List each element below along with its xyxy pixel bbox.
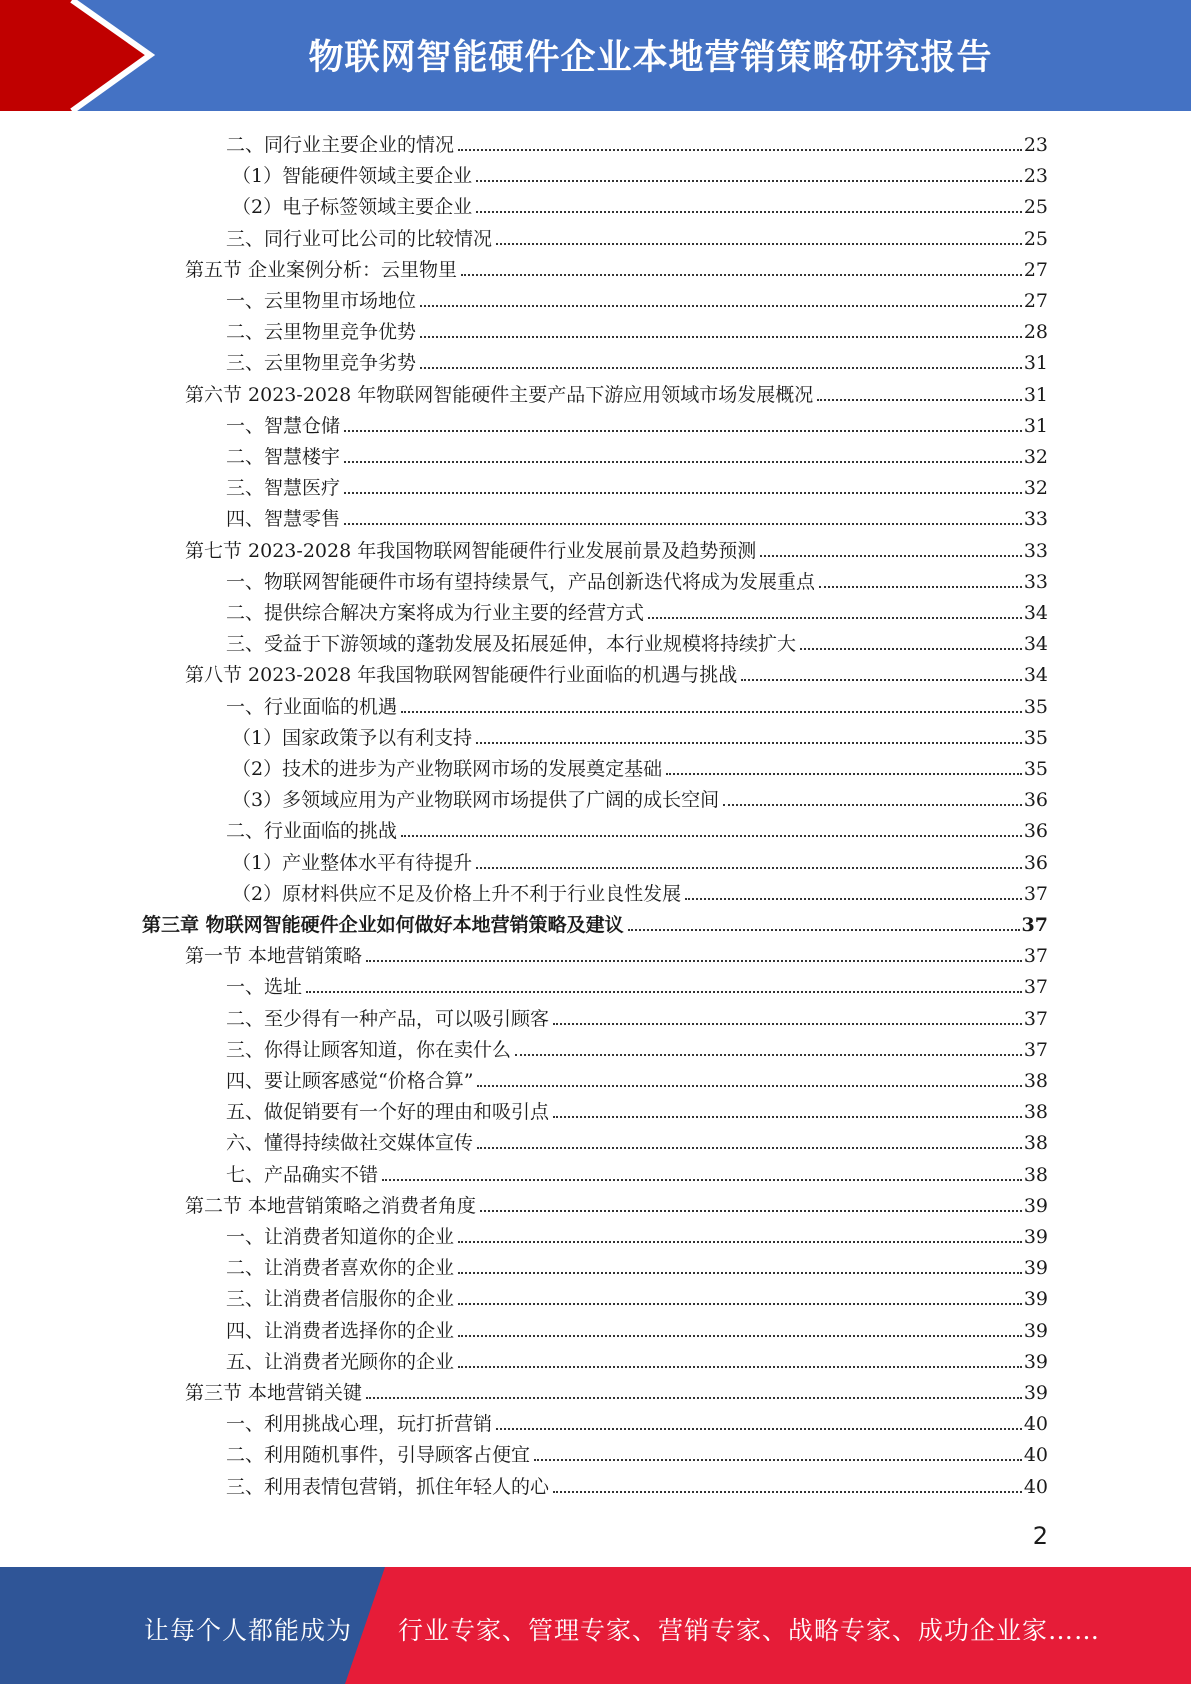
toc-leader-dots <box>366 1397 1022 1399</box>
toc-item-entry[interactable] <box>226 408 1048 439</box>
toc-item-entry[interactable] <box>226 1469 1048 1500</box>
toc-entry-page: 38 <box>1023 1163 1048 1186</box>
toc-entry-page: 39 <box>1023 1226 1048 1248</box>
toc-item-entry[interactable] <box>226 221 1048 252</box>
toc-entry-title: 第三节 本地营销关键 <box>185 1382 363 1404</box>
toc-leader-dots <box>534 1459 1022 1461</box>
toc-entry-page: 25 <box>1023 227 1048 250</box>
toc-item-entry[interactable] <box>232 720 1048 751</box>
toc-item-entry[interactable] <box>226 283 1048 314</box>
toc-leader-dots <box>458 1335 1022 1337</box>
toc-leader-dots <box>553 1491 1022 1493</box>
toc-entry-page: 39 <box>1023 1350 1048 1373</box>
toc-item-entry[interactable] <box>226 1281 1048 1312</box>
toc-entry-page: 27 <box>1023 258 1048 281</box>
toc-entry-page: 39 <box>1023 1319 1048 1342</box>
toc-entry-page: 27 <box>1023 290 1048 312</box>
toc-entry-page: 40 <box>1023 1444 1048 1467</box>
footer-slogan-right: 行业专家、管理专家、营销专家、战略专家、成功企业家…… <box>398 1616 1101 1645</box>
toc-entry-title: 第五节 企业案例分析：云里物里 <box>185 258 458 281</box>
toc-leader-dots <box>344 492 1022 494</box>
toc-leader-dots <box>480 1210 1022 1212</box>
toc-item-entry[interactable] <box>226 1437 1048 1468</box>
toc-entry-title: 四、让消费者选择你的企业 <box>226 1319 455 1342</box>
toc-entry-page: 39 <box>1023 1382 1048 1404</box>
toc-entry-page: 37 <box>1023 945 1048 968</box>
report-title: 物联网智能硬件企业本地营销策略研究报告 <box>308 38 993 78</box>
toc-entry-page: 35 <box>1023 758 1048 780</box>
toc-entry-page: 33 <box>1023 508 1048 531</box>
toc-item-entry[interactable] <box>226 1032 1048 1063</box>
toc-leader-dots <box>458 1241 1022 1243</box>
toc-entry-title: 七、产品确实不错 <box>226 1163 379 1186</box>
toc-leader-dots <box>817 399 1022 401</box>
toc-leader-dots <box>800 648 1022 650</box>
toc-entry-page: 37 <box>1023 1007 1048 1030</box>
toc-leader-dots <box>458 1303 1022 1305</box>
toc-leader-dots <box>477 1085 1021 1087</box>
toc-entry-page: 34 <box>1023 633 1048 656</box>
toc-leader-dots <box>496 1428 1022 1430</box>
toc-leader-dots <box>420 367 1022 369</box>
toc-entry-title: 五、做促销要有一个好的理由和吸引点 <box>226 1101 550 1124</box>
page-footer <box>0 1567 1191 1684</box>
toc-entry-title: 第二节 本地营销策略之消费者角度 <box>185 1194 477 1217</box>
toc-leader-dots <box>741 679 1022 681</box>
toc-item-entry[interactable] <box>232 189 1048 220</box>
toc-item-entry[interactable] <box>226 345 1048 376</box>
toc-entry-page: 39 <box>1023 1288 1048 1311</box>
toc-leader-dots <box>344 430 1022 432</box>
toc-item-entry[interactable] <box>226 1001 1048 1032</box>
toc-entry-title: （1）智能硬件领域主要企业 <box>232 165 473 188</box>
toc-entry-title: 六、懂得持续做社交媒体宣传 <box>226 1132 474 1155</box>
toc-leader-dots <box>553 1023 1022 1025</box>
toc-entry-title: （3）多领域应用为产业物联网市场提供了广阔的成长空间 <box>232 789 720 812</box>
toc-entry-page: 32 <box>1023 446 1048 468</box>
page-number: 2 <box>1032 1522 1048 1550</box>
toc-leader-dots <box>344 461 1022 463</box>
page-header <box>0 0 1191 111</box>
toc-item-entry[interactable] <box>226 1125 1048 1156</box>
toc-leader-dots <box>476 211 1022 213</box>
toc-entry-page: 38 <box>1023 1132 1048 1155</box>
toc-entry-page: 38 <box>1023 1070 1048 1092</box>
toc-entry-title: 二、提供综合解决方案将成为行业主要的经营方式 <box>226 602 645 624</box>
toc-entry-page: 34 <box>1023 602 1048 624</box>
toc-entry-title: 第一节 本地营销策略 <box>185 945 363 968</box>
footer-slogan-left: 让每个人都能成为 <box>144 1616 353 1645</box>
toc-entry-page: 25 <box>1023 196 1048 219</box>
toc-item-entry[interactable] <box>226 1344 1048 1375</box>
toc-entry-page: 37 <box>1023 1038 1048 1061</box>
toc-entry-page: 31 <box>1023 383 1048 406</box>
toc-item-entry[interactable] <box>232 158 1048 189</box>
toc-entry-title: 第八节 2023-2028 年我国物联网智能硬件行业面临的机遇与挑战 <box>185 664 738 687</box>
toc-leader-dots <box>458 1272 1022 1274</box>
toc-item-entry[interactable] <box>226 969 1048 1000</box>
toc-leader-dots <box>420 305 1022 307</box>
toc-leader-dots <box>458 149 1022 151</box>
toc-item-entry[interactable] <box>226 1157 1048 1188</box>
toc-entry-page: 37 <box>1023 976 1048 999</box>
toc-entry-page: 36 <box>1023 851 1048 874</box>
toc-section-entry[interactable] <box>185 533 1048 564</box>
toc-item-entry[interactable] <box>226 1250 1048 1281</box>
toc-entry-page: 39 <box>1023 1257 1048 1280</box>
toc-leader-dots <box>477 1147 1022 1149</box>
toc-entry-page: 36 <box>1023 789 1048 812</box>
toc-item-entry[interactable] <box>226 1094 1048 1125</box>
toc-item-entry[interactable] <box>232 845 1048 876</box>
toc-entry-title: 一、物联网智能硬件市场有望持续景气，产品创新迭代将成为发展重点 <box>226 570 816 593</box>
toc-leader-dots <box>401 711 1022 713</box>
toc-leader-dots <box>648 617 1022 619</box>
toc-leader-dots <box>344 523 1022 525</box>
toc-leader-dots <box>819 586 1022 588</box>
toc-leader-dots <box>723 804 1022 806</box>
toc-leader-dots <box>420 336 1022 338</box>
toc-entry-title: 二、云里物里竞争优势 <box>226 321 417 344</box>
toc-entry-page: 36 <box>1023 820 1048 843</box>
toc-item-entry[interactable] <box>232 751 1048 782</box>
toc-item-entry[interactable] <box>226 501 1048 532</box>
toc-entry-title: 五、让消费者光顾你的企业 <box>226 1350 455 1373</box>
toc-item-entry[interactable] <box>226 439 1048 470</box>
toc-item-entry[interactable] <box>226 813 1048 844</box>
toc-leader-dots <box>306 991 1022 993</box>
toc-section-entry[interactable] <box>185 1375 1048 1406</box>
toc-entry-title: 三、你得让顾客知道，你在卖什么 <box>226 1038 512 1061</box>
toc-item-entry[interactable] <box>232 782 1048 813</box>
toc-entry-title: 二、智慧楼宇 <box>226 446 341 468</box>
toc-entry-title: 三、利用表情包营销，抓住年轻人的心 <box>226 1475 550 1498</box>
toc-entry-title: 二、至少得有一种产品，可以吸引顾客 <box>226 1007 550 1030</box>
toc-section-entry[interactable] <box>185 657 1048 688</box>
toc-leader-dots <box>458 1366 1022 1368</box>
toc-item-entry[interactable] <box>226 564 1048 595</box>
toc-section-entry[interactable] <box>185 377 1048 408</box>
toc-item-entry[interactable] <box>226 689 1048 720</box>
toc-entry-title: 四、要让顾客感觉“价格合算” <box>226 1070 474 1092</box>
toc-entry-title: 三、受益于下游领域的蓬勃发展及拓展延伸，本行业规模将持续扩大 <box>226 633 797 656</box>
toc-entry-title: 第三章 物联网智能硬件企业如何做好本地营销策略及建议 <box>142 914 624 936</box>
toc-entry-page: 28 <box>1023 321 1048 344</box>
toc-leader-dots <box>760 555 1022 557</box>
toc-entry-title: 四、智慧零售 <box>226 508 341 531</box>
toc-entry-title: 二、利用随机事件，引导顾客占便宜 <box>226 1444 531 1467</box>
toc-item-entry[interactable] <box>226 1406 1048 1437</box>
toc-entry-page: 39 <box>1023 1194 1048 1217</box>
toc-entry-page: 33 <box>1023 539 1048 562</box>
toc-chapter-entry[interactable] <box>142 907 1048 938</box>
toc-leader-dots <box>461 274 1022 276</box>
toc-entry-title: （1）产业整体水平有待提升 <box>232 851 473 874</box>
toc-entry-title: 一、利用挑战心理，玩打折营销 <box>226 1413 493 1436</box>
toc-leader-dots <box>401 835 1022 837</box>
toc-entry-page: 33 <box>1023 570 1048 593</box>
toc-leader-dots <box>553 1116 1022 1118</box>
toc-item-entry[interactable] <box>226 595 1048 626</box>
toc-entry-title: 三、同行业可比公司的比较情况 <box>226 227 493 250</box>
toc-section-entry[interactable] <box>185 938 1048 969</box>
toc-leader-dots <box>476 180 1022 182</box>
toc-entry-page: 23 <box>1023 134 1048 156</box>
toc-entry-page: 40 <box>1023 1413 1048 1436</box>
toc-entry-title: 第六节 2023-2028 年物联网智能硬件主要产品下游应用领域市场发展概况 <box>185 383 814 406</box>
toc-entry-page: 31 <box>1023 414 1048 437</box>
toc-entry-title: （1）国家政策予以有利支持 <box>232 726 473 749</box>
toc-entry-title: （2）技术的进步为产业物联网市场的发展奠定基础 <box>232 758 663 780</box>
toc-entry-title: 二、行业面临的挑战 <box>226 820 398 843</box>
toc-leader-dots <box>476 867 1022 869</box>
toc-entry-title: （2）电子标签领域主要企业 <box>232 196 473 219</box>
toc-entry-title: 三、智慧医疗 <box>226 477 341 500</box>
toc-entry-page: 31 <box>1023 352 1048 375</box>
toc-entry-title: 一、选址 <box>226 976 303 999</box>
toc-entry-page: 35 <box>1023 726 1048 749</box>
toc-item-entry[interactable] <box>226 470 1048 501</box>
toc-item-entry[interactable] <box>226 127 1048 158</box>
toc-entry-page: 38 <box>1023 1101 1048 1124</box>
toc-leader-dots <box>366 960 1022 962</box>
toc-entry-page: 34 <box>1023 664 1048 687</box>
toc-entry-page: 40 <box>1023 1475 1048 1498</box>
toc-entry-title: 一、行业面临的机遇 <box>226 695 398 718</box>
toc-entry-page: 37 <box>1021 914 1048 936</box>
toc-entry-title: 第七节 2023-2028 年我国物联网智能硬件行业发展前景及趋势预测 <box>185 539 757 562</box>
toc-leader-dots <box>628 929 1020 931</box>
toc-section-entry[interactable] <box>185 1188 1048 1219</box>
toc-leader-dots <box>476 742 1022 744</box>
toc-entry-title: 三、让消费者信服你的企业 <box>226 1288 455 1311</box>
toc-entry-title: 二、让消费者喜欢你的企业 <box>226 1257 455 1280</box>
toc-item-entry[interactable] <box>226 1219 1048 1250</box>
toc-item-entry[interactable] <box>226 1063 1048 1094</box>
toc-leader-dots <box>685 898 1022 900</box>
toc-item-entry[interactable] <box>226 626 1048 657</box>
toc-entry-page: 32 <box>1023 477 1048 500</box>
toc-leader-dots <box>382 1179 1022 1181</box>
toc-entry-title: 三、云里物里竞争劣势 <box>226 352 417 375</box>
toc-item-entry[interactable] <box>232 876 1048 907</box>
toc-item-entry[interactable] <box>226 1313 1048 1344</box>
toc-entry-title: （2）原材料供应不足及价格上升不利于行业良性发展 <box>232 882 682 905</box>
toc-entry-page: 23 <box>1023 165 1048 188</box>
toc-section-entry[interactable] <box>185 252 1048 283</box>
toc-entry-title: 一、云里物里市场地位 <box>226 290 417 312</box>
toc-entry-title: 二、同行业主要企业的情况 <box>226 134 455 156</box>
toc-leader-dots <box>515 1054 1022 1056</box>
toc-item-entry[interactable] <box>226 314 1048 345</box>
toc-entry-page: 35 <box>1023 695 1048 718</box>
toc-entry-page: 37 <box>1023 882 1048 905</box>
toc-entry-title: 一、智慧仓储 <box>226 414 341 437</box>
toc-leader-dots <box>496 243 1022 245</box>
toc-leader-dots <box>666 773 1022 775</box>
toc-entry-title: 一、让消费者知道你的企业 <box>226 1226 455 1248</box>
